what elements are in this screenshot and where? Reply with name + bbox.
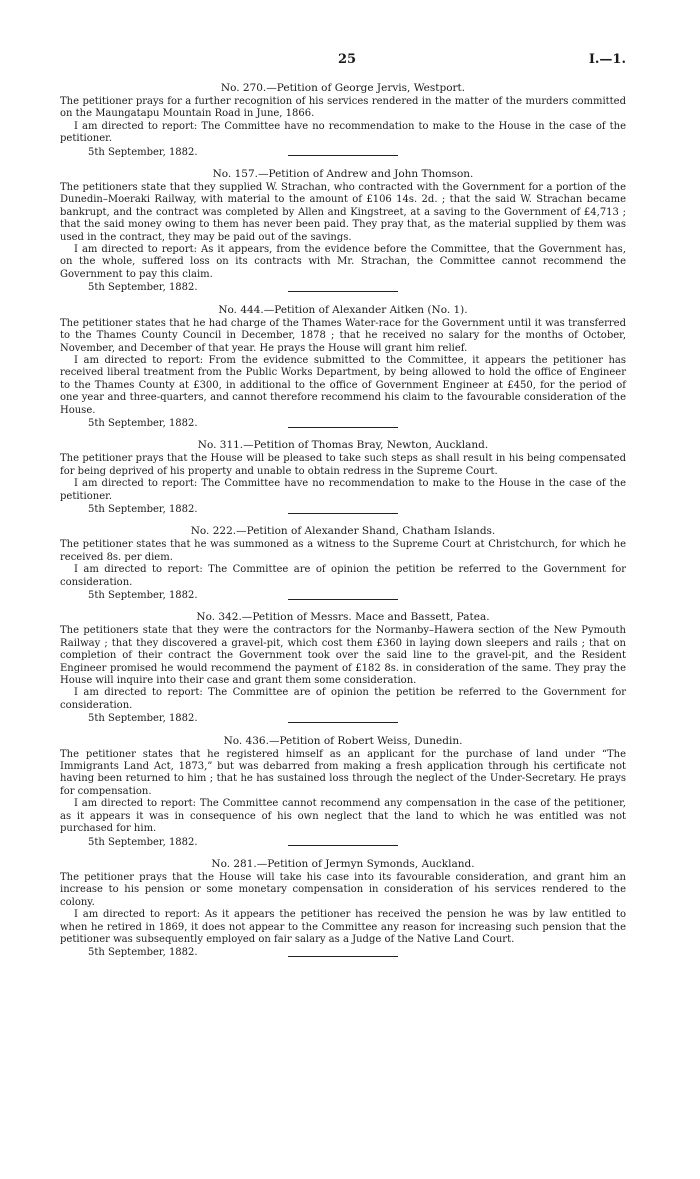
petition-heading	[60, 858, 626, 871]
petition-body: The petitioner prays for a further recognition of his services rendered in the matter of the murders committed on the Maungatapu Mountain Road in June, 1866.	[60, 96, 626, 120]
petition-heading	[60, 439, 626, 452]
petition-body: The petitioner prays that the House will be pleased to take such steps as shall result in his being compensated for being deprived of his property and unable to obtain redress in the Supreme Court.	[60, 453, 626, 477]
petition-date: 5th September, 1882.	[88, 713, 198, 725]
dateline	[60, 947, 626, 959]
petition-heading	[60, 304, 626, 317]
petition-date: 5th September, 1882.	[88, 836, 198, 848]
separator-rule	[288, 845, 398, 846]
petition-entry	[60, 858, 626, 960]
petition-heading	[60, 525, 626, 538]
dateline	[60, 282, 626, 294]
separator-rule	[288, 513, 398, 514]
dateline	[60, 837, 626, 849]
petition-body: The petitioner prays that the House will take his case into its favourable consideration, and grant him an increase to his pension or some monetary compensation in consideration of his services rendered to the colony.	[60, 871, 626, 908]
dateline	[60, 713, 626, 725]
document-reference: I.—1.	[588, 52, 626, 67]
petition-number: No. 222.—	[190, 525, 247, 538]
petition-body: The petitioner states that he was summoned as a witness to the Supreme Court at Christchurch, for which he received 8s. per diem.	[60, 539, 626, 563]
petition-date: 5th September, 1882.	[88, 947, 198, 959]
petition-title: Petition of Alexander Shand, Chatham Islands.	[246, 525, 496, 538]
separator-rule	[288, 291, 398, 292]
petition-title: Petition of Messrs. Mace and Bassett, Patea.	[252, 611, 490, 624]
petition-body: The petitioners state that they supplied W. Strachan, who contracted with the Government for a portion of the Dunedin–Moeraki Railway, with material to the amount of £106 14s. 2d. ; that the said W. Strachan became bankrupt, and the contract was completed by Allen and Kingstreet, at a saving to the Government of £4,713 ; that the said money owing to them has never been paid. They pray that, as the material supplied by them was used in the contract, they may be paid out of the savings.	[60, 182, 626, 243]
petition-date: 5th September, 1882.	[88, 590, 198, 601]
separator-rule	[288, 155, 398, 156]
petition-number: No. 444.—	[218, 303, 275, 316]
dateline	[60, 147, 626, 159]
petition-heading	[60, 82, 626, 95]
petition-title: Petition of George Jervis, Westport.	[276, 82, 466, 94]
petition-report: I am directed to report: As it appears the petitioner has received the pension he was by law entitled to when he retired in 1869, it does not appear to the Committee any reason for increasing such pension that the petitioner was subsequently employed on fair salary as a Judge of the Native Land Court.	[60, 909, 626, 945]
petition-body: The petitioners state that they were the contractors for the Normanby–Hawera section of the New Pymouth Railway ; that they discovered a gravel-pit, which cost them £360 in laying down sleepers and rails ; that on completion of their contract the Government took over the said line to the gravel-pit, and the Resident Engineer promised he would recommend the payment of £182 8s. in consideration of the same. They pray the House will inquire into their case and grant them some consideration.	[60, 625, 626, 687]
petition-date: 5th September, 1882.	[88, 417, 198, 429]
petition-report: I am directed to report: The Committee have no recommendation to make to the House in the case of the petitioner.	[60, 120, 626, 145]
petition-title: Petition of Thomas Bray, Newton, Auckland.	[253, 439, 489, 452]
petition-report: I am directed to report: The Committee cannot recommend any compensation in the case of the petitioner, as it appears it was in consequence of his own neglect that the land to which he was entitled was not purchased for him.	[60, 798, 626, 835]
petition-number: No. 281.—	[211, 857, 268, 870]
page-number: 25	[338, 52, 357, 67]
petition-report: I am directed to report: From the evidence submitted to the Committee, it appears the petitioner has received liberal treatment from the Public Works Department, by being allowed to hold the office of Engineer to the Thames County at £300, in additional to the office of Government Engineer at £450, for the period of one year and three-quarters, and cannot therefore recommend his claim to the favourable consideration of the House.	[60, 354, 626, 416]
petition-number: No. 342.—	[196, 611, 253, 624]
petition-body: The petitioner states that he had charge of the Thames Water-race for the Government until it was transferred to the Thames County Council in December, 1878 ; that he received no salary for the months of October, November, and December of that year. He prays the House will grant him relief.	[60, 317, 626, 354]
dateline	[60, 418, 626, 430]
dateline	[60, 504, 626, 516]
petition-report: I am directed to report: The Committee are of opinion the petition be referred to the Government for consideration.	[60, 687, 626, 711]
petition-report: I am directed to report: The Committee have no recommendation to make to the House in the case of the petitioner.	[60, 478, 626, 502]
petition-entry	[60, 611, 626, 725]
petition-entry	[60, 525, 626, 602]
petition-number: No. 311.—	[197, 439, 254, 452]
petition-body: The petitioner states that he registered himself as an applicant for the purchase of land under “The Immigrants Land Act, 1873,” but was debarred from making a fresh application through his certificate not having been returned to him ; that he has sustained loss through the neglect of the Under-Secretary. He prays for compensation.	[60, 748, 626, 797]
petition-entry	[60, 304, 626, 431]
petition-title: Petition of Andrew and John Thomson.	[268, 168, 474, 181]
petition-heading	[60, 611, 626, 624]
dateline	[60, 590, 626, 602]
petition-number: No. 436.—	[223, 734, 280, 747]
petition-report: I am directed to report: As it appears, from the evidence before the Committee, that the Government has, on the whole, suffered loss on its contracts with Mr. Strachan, the Committee cannot recommend the Government to pay this claim.	[60, 244, 626, 280]
petition-entry	[60, 168, 626, 295]
petition-number: No. 157.—	[212, 168, 269, 181]
petition-title: Petition of Alexander Aitken (No. 1).	[274, 303, 468, 316]
petition-heading	[60, 735, 626, 748]
petition-entry	[60, 735, 626, 849]
petitions-list	[60, 82, 626, 969]
petition-date: 5th September, 1882.	[88, 503, 198, 515]
petition-report: I am directed to report: The Committee are of opinion the petition be referred to the Government for consideration.	[60, 564, 626, 588]
petition-heading	[60, 168, 626, 181]
petition-entry	[60, 439, 626, 516]
separator-rule	[288, 599, 398, 600]
petition-number: No. 270.—	[220, 82, 277, 94]
separator-rule	[288, 722, 398, 723]
petition-entry	[60, 82, 626, 159]
petition-title: Petition of Robert Weiss, Dunedin.	[279, 734, 463, 747]
petition-date: 5th September, 1882.	[88, 282, 198, 294]
separator-rule	[288, 427, 398, 428]
petition-title: Petition of Jermyn Symonds, Auckland.	[267, 857, 475, 870]
separator-rule	[288, 956, 398, 957]
petition-date: 5th September, 1882.	[88, 146, 198, 158]
